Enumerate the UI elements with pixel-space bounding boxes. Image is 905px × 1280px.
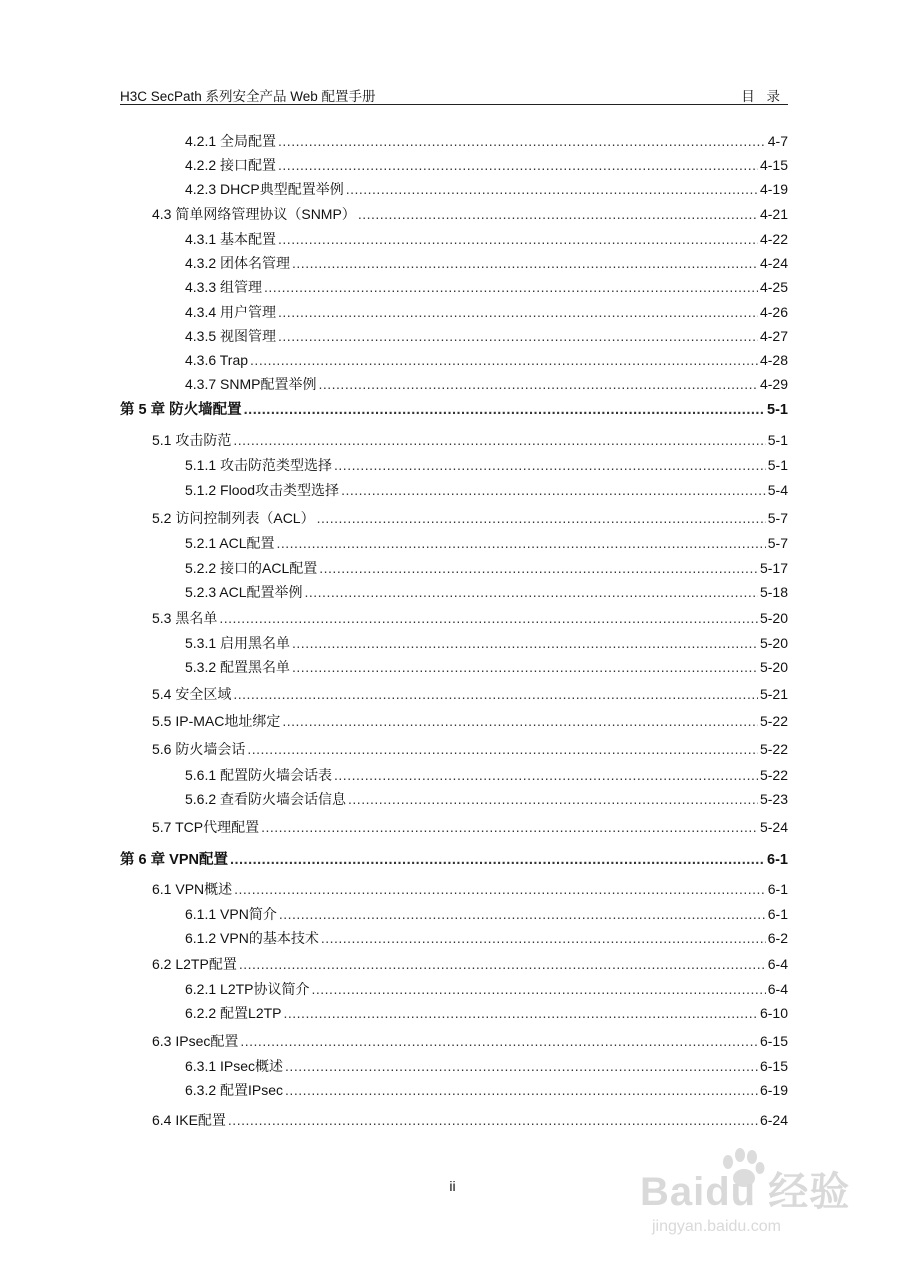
toc-leader-dots: [219, 609, 758, 627]
toc-entry-title: 6.1.1 VPN简介: [185, 906, 277, 922]
toc-leader-dots: [348, 790, 758, 808]
toc-entry-title: 6.2 L2TP配置: [152, 956, 237, 972]
toc-entry-page: 6-24: [759, 1112, 788, 1128]
toc-entry[interactable]: [120, 847, 788, 869]
toc-entry-title: 4.3.3 组管理: [185, 279, 263, 295]
toc-entry[interactable]: [185, 371, 788, 393]
toc-leader-dots: [230, 851, 765, 869]
toc-entry[interactable]: [185, 555, 788, 577]
toc-entry-title: 5.6.2 查看防火墙会话信息: [185, 791, 347, 807]
toc-entry[interactable]: [185, 654, 788, 676]
toc-entry[interactable]: [185, 152, 788, 174]
toc-entry-page: 4-7: [767, 133, 788, 149]
toc-leader-dots: [318, 375, 757, 393]
toc-entry-page: 6-2: [767, 930, 788, 946]
toc-leader-dots: [282, 712, 758, 730]
toc-entry-page: 5-7: [767, 510, 788, 526]
toc-leader-dots: [284, 1004, 758, 1022]
toc-leader-dots: [334, 456, 766, 474]
toc-entry-page: 4-22: [759, 231, 788, 247]
toc-entry-title: 4.3.5 视图管理: [185, 328, 277, 344]
toc-entry[interactable]: [185, 630, 788, 652]
toc-leader-dots: [285, 1081, 758, 1099]
toc-entry-title: 6.2.1 L2TP协议简介: [185, 981, 310, 997]
toc-entry-page: 6-1: [767, 852, 788, 868]
toc-leader-dots: [334, 766, 758, 784]
toc-entry[interactable]: [185, 250, 788, 272]
toc-entry[interactable]: [185, 1053, 788, 1075]
toc-entry-page: 4-29: [759, 376, 788, 392]
toc-entry-title: 5.2.1 ACL配置: [185, 535, 275, 551]
toc-leader-dots: [292, 634, 758, 652]
toc-entry[interactable]: [152, 876, 788, 898]
toc-entry-title: 4.3.6 Trap: [185, 352, 249, 368]
toc-entry-title: 5.7 TCP代理配置: [152, 819, 260, 835]
toc-entry[interactable]: [152, 814, 788, 836]
toc-entry-title: 5.2 访问控制列表（ACL）: [152, 510, 315, 526]
toc-entry-page: 5-4: [767, 482, 788, 498]
toc-entry[interactable]: [185, 786, 788, 808]
toc-entry-page: 4-27: [759, 328, 788, 344]
toc-entry[interactable]: [185, 299, 788, 321]
toc-entry-title: 4.3.7 SNMP配置举例: [185, 376, 317, 392]
toc-entry[interactable]: [185, 925, 788, 947]
toc-entry-title: 4.3 简单网络管理协议（SNMP）: [152, 206, 356, 222]
toc-entry[interactable]: [152, 605, 788, 627]
toc-entry-title: 6.3.1 IPsec概述: [185, 1058, 284, 1074]
toc-entry[interactable]: [152, 427, 788, 449]
toc-entry-title: 4.3.2 团体名管理: [185, 255, 291, 271]
toc-entry-title: 5.2.2 接口的ACL配置: [185, 560, 318, 576]
toc-entry-page: 4-28: [759, 352, 788, 368]
toc-entry-page: 6-4: [767, 981, 788, 997]
toc-entry-page: 6-10: [759, 1005, 788, 1021]
toc-entry-page: 6-4: [767, 956, 788, 972]
toc-entry-page: 6-15: [759, 1033, 788, 1049]
toc-entry-page: 4-19: [759, 181, 788, 197]
toc-entry[interactable]: [185, 323, 788, 345]
toc-leader-dots: [250, 351, 758, 369]
toc-entry-title: 5.5 IP-MAC地址绑定: [152, 713, 281, 729]
toc-entry-title: 6.3.2 配置IPsec: [185, 1082, 284, 1098]
toc-leader-dots: [305, 583, 758, 601]
toc-entry-title: 5.3 黑名单: [152, 610, 218, 626]
toc-entry[interactable]: [185, 477, 788, 499]
toc-entry-title: 4.2.1 全局配置: [185, 133, 277, 149]
toc-entry-title: 5.4 安全区域: [152, 686, 232, 702]
watermark-logo: Baidu 经验: [640, 1170, 851, 1214]
toc-entry-page: 6-1: [767, 881, 788, 897]
toc-leader-dots: [278, 132, 766, 150]
toc-entry-title: 5.3.2 配置黑名单: [185, 659, 291, 675]
toc-leader-dots: [292, 658, 758, 676]
toc-entry-page: 5-20: [759, 635, 788, 651]
toc-entry[interactable]: [185, 176, 788, 198]
toc-leader-dots: [321, 929, 766, 947]
toc-entry[interactable]: [185, 226, 788, 248]
toc-entry-page: 5-22: [759, 767, 788, 783]
page-number: ii: [449, 1178, 456, 1194]
toc-entry-title: 4.3.4 用户管理: [185, 304, 277, 320]
toc-leader-dots: [285, 1057, 758, 1075]
toc-entry-title: 5.1.2 Flood攻击类型选择: [185, 482, 340, 498]
toc-entry[interactable]: [152, 1028, 788, 1050]
toc-entry[interactable]: [152, 505, 788, 527]
toc-leader-dots: [233, 431, 765, 449]
toc-leader-dots: [239, 955, 766, 973]
toc-entry-title: 5.6.1 配置防火墙会话表: [185, 767, 333, 783]
document-title: H3C SecPath 系列安全产品 Web 配置手册: [120, 89, 376, 104]
toc-entry-page: 6-15: [759, 1058, 788, 1074]
toc-leader-dots: [277, 534, 766, 552]
toc-leader-dots: [278, 303, 758, 321]
toc-leader-dots: [278, 156, 758, 174]
toc-entry-page: 6-19: [759, 1082, 788, 1098]
toc-entry-page: 4-15: [759, 157, 788, 173]
toc-entry-page: 4-21: [759, 206, 788, 222]
baidu-watermark: [640, 1140, 860, 1250]
toc-leader-dots: [278, 327, 758, 345]
toc-entry-title: 5.1 攻击防范: [152, 432, 232, 448]
toc-leader-dots: [233, 685, 758, 703]
toc-entry[interactable]: [185, 579, 788, 601]
toc-entry[interactable]: [185, 1000, 788, 1022]
toc-entry[interactable]: [152, 681, 788, 703]
toc-leader-dots: [317, 509, 766, 527]
toc-entry-page: 5-1: [767, 402, 788, 418]
toc-entry-title: 4.2.2 接口配置: [185, 157, 277, 173]
toc-leader-dots: [319, 559, 758, 577]
toc-entry[interactable]: [185, 1077, 788, 1099]
toc-entry-page: 4-25: [759, 279, 788, 295]
toc-entry-title: 5.6 防火墙会话: [152, 741, 246, 757]
toc-leader-dots: [247, 740, 758, 758]
toc-leader-dots: [312, 980, 766, 998]
toc-entry-title: 6.2.2 配置L2TP: [185, 1005, 282, 1021]
toc-leader-dots: [346, 180, 758, 198]
toc-leader-dots: [244, 401, 765, 419]
toc-leader-dots: [261, 818, 758, 836]
toc-entry-page: 5-1: [767, 432, 788, 448]
toc-entry[interactable]: [185, 347, 788, 369]
toc-leader-dots: [278, 230, 758, 248]
toc-entry-page: 4-24: [759, 255, 788, 271]
toc-entry-page: 5-23: [759, 791, 788, 807]
toc-entry[interactable]: [185, 274, 788, 296]
toc-entry[interactable]: [185, 901, 788, 923]
toc-entry-title: 5.3.1 启用黑名单: [185, 635, 291, 651]
toc-leader-dots: [358, 205, 758, 223]
toc-entry[interactable]: [120, 397, 788, 419]
toc-leader-dots: [279, 905, 766, 923]
toc-entry-title: 第 6 章 VPN配置: [120, 852, 228, 868]
toc-entry-title: 6.1 VPN概述: [152, 881, 233, 897]
toc-entry[interactable]: [152, 708, 788, 730]
toc-leader-dots: [292, 254, 758, 272]
toc-entry-page: 4-26: [759, 304, 788, 320]
toc-leader-dots: [264, 278, 758, 296]
toc-entry[interactable]: [152, 736, 788, 758]
toc-entry[interactable]: [185, 452, 788, 474]
toc-leader-dots: [240, 1032, 758, 1050]
toc-entry-page: 5-20: [759, 659, 788, 675]
watermark-url: jingyan.baidu.com: [652, 1218, 781, 1235]
toc-entry-title: 5.1.1 攻击防范类型选择: [185, 457, 333, 473]
section-label: 目 录: [741, 89, 784, 104]
toc-leader-dots: [228, 1111, 758, 1129]
toc-entry-title: 4.3.1 基本配置: [185, 231, 277, 247]
toc-entry-page: 5-17: [759, 560, 788, 576]
toc-entry[interactable]: [185, 762, 788, 784]
toc-entry-page: 5-22: [759, 741, 788, 757]
toc-entry-page: 5-24: [759, 819, 788, 835]
toc-entry-page: 5-1: [767, 457, 788, 473]
toc-entry-title: 5.2.3 ACL配置举例: [185, 584, 303, 600]
toc-entry-title: 4.2.3 DHCP典型配置举例: [185, 181, 344, 197]
toc-entry-page: 5-22: [759, 713, 788, 729]
toc-entry-title: 6.1.2 VPN的基本技术: [185, 930, 319, 946]
toc-entry[interactable]: [185, 128, 788, 150]
toc-entry-title: 6.4 IKE配置: [152, 1112, 226, 1128]
toc-entry-title: 6.3 IPsec配置: [152, 1033, 239, 1049]
toc-entry-page: 5-20: [759, 610, 788, 626]
toc-entry[interactable]: [185, 976, 788, 998]
toc-leader-dots: [341, 481, 766, 499]
toc-entry[interactable]: [152, 951, 788, 973]
toc-entry-page: 5-18: [759, 584, 788, 600]
toc-entry[interactable]: [152, 1107, 788, 1129]
toc-entry[interactable]: [185, 530, 788, 552]
toc-entry-page: 5-21: [759, 686, 788, 702]
toc-entry-title: 第 5 章 防火墙配置: [120, 402, 242, 418]
toc-entry-page: 5-7: [767, 535, 788, 551]
toc-leader-dots: [234, 880, 766, 898]
toc-entry-page: 6-1: [767, 906, 788, 922]
toc-entry[interactable]: [152, 201, 788, 223]
